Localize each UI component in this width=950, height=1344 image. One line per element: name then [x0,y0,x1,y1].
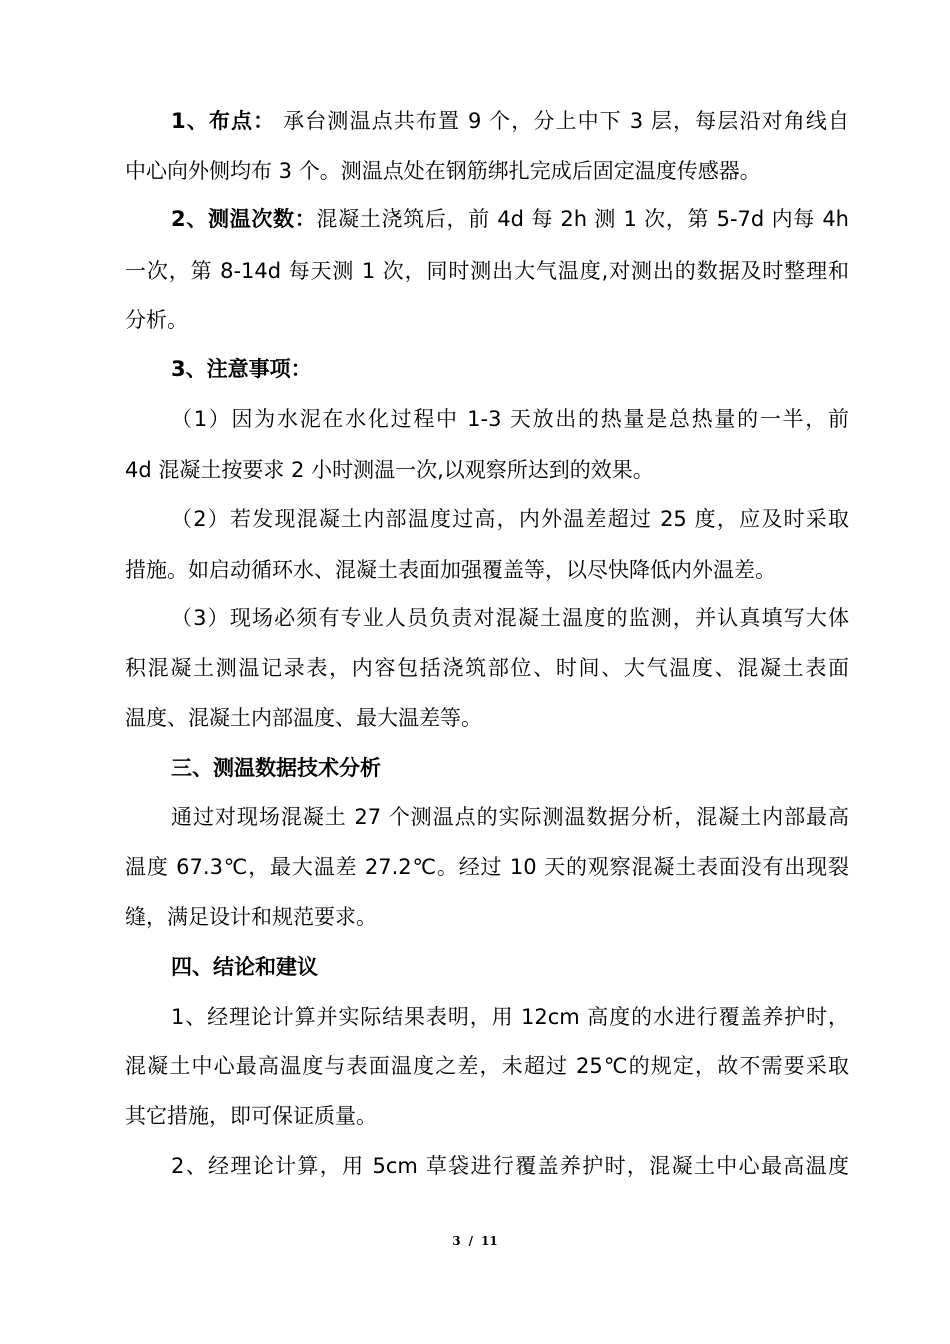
text-run: 分析。 [125,308,188,332]
paragraph-line [171,1151,849,1181]
paragraph-line [125,455,849,485]
text-run: 承台测温点共布置 9 个，分上中下 3 层，每层沿对角线自 [275,109,849,133]
text-run: 4d 混凝土按要求 2 小时测温一次,以观察所达到的效果。 [125,458,654,482]
paragraph-line [125,1101,849,1131]
heading-label: 2、测温次数： [171,207,317,231]
text-run: 温度、混凝土内部温度、最大温差等。 [125,706,482,730]
total-pages: 11 [481,1234,498,1248]
text-run: 通过对现场混凝土 27 个测温点的实际测温数据分析，混凝土内部最高 [171,805,849,829]
page-number [0,1233,950,1249]
paragraph-line [125,256,849,286]
text-run: 混凝土中心最高温度与表面温度之差，未超过 25℃的规定，故不需要采取 [125,1054,849,1078]
section-heading [171,952,849,982]
text-run: 混凝土浇筑后，前 4d 每 2h 测 1 次，第 5-7d 内每 4h [316,207,849,231]
paragraph-line [171,1002,849,1032]
text-run: 温度 67.3℃，最大温差 27.2℃。经过 10 天的观察混凝土表面没有出现裂 [125,855,849,879]
heading-label: 1、布点： [171,109,276,133]
heading-label: 四、结论和建议 [171,955,318,979]
paragraph-line [125,703,849,733]
text-run: 中心向外侧均布 3 个。测温点处在钢筋绑扎完成后固定温度传感器。 [125,159,761,183]
heading-label: 3、注意事项： [171,357,312,381]
page-separator: / [468,1234,474,1248]
text-run: 1、经理论计算并实际结果表明，用 12cm 高度的水进行覆盖养护时， [171,1005,849,1029]
paragraph-line [125,852,849,882]
paragraph-line [171,204,849,234]
text-run: 措施。如启动循环水、混凝土表面加强覆盖等，以尽快降低内外温差。 [125,558,776,582]
current-page: 3 [452,1234,461,1248]
paragraph-line [125,156,849,186]
paragraph-line [171,404,849,434]
paragraph-line [171,106,849,136]
text-run: 缝，满足设计和规范要求。 [125,905,377,929]
paragraph-line [171,504,849,534]
text-run: 其它措施，即可保证质量。 [125,1104,377,1128]
paragraph-line [125,305,849,335]
text-run: （1）因为水泥在水化过程中 1-3 天放出的热量是总热量的一半，前 [171,407,849,431]
paragraph-line [125,902,849,932]
heading-label: 三、测温数据技术分析 [171,756,381,780]
paragraph-line [125,555,849,585]
text-run: （2）若发现混凝土内部温度过高，内外温差超过 25 度，应及时采取 [171,507,849,531]
paragraph-line [171,603,849,633]
paragraph-line [125,1051,849,1081]
text-run: （3）现场必须有专业人员负责对混凝土温度的监测，并认真填写大体 [171,606,849,630]
text-run: 2、经理论计算，用 5cm 草袋进行覆盖养护时，混凝土中心最高温度 [171,1154,849,1178]
paragraph-line [125,653,849,683]
text-run: 一次，第 8-14d 每天测 1 次，同时测出大气温度,对测出的数据及时整理和 [125,259,849,283]
section-heading [171,753,849,783]
section-heading [171,354,849,384]
text-run: 积混凝土测温记录表，内容包括浇筑部位、时间、大气温度、混凝土表面 [125,656,849,680]
paragraph-line [171,802,849,832]
